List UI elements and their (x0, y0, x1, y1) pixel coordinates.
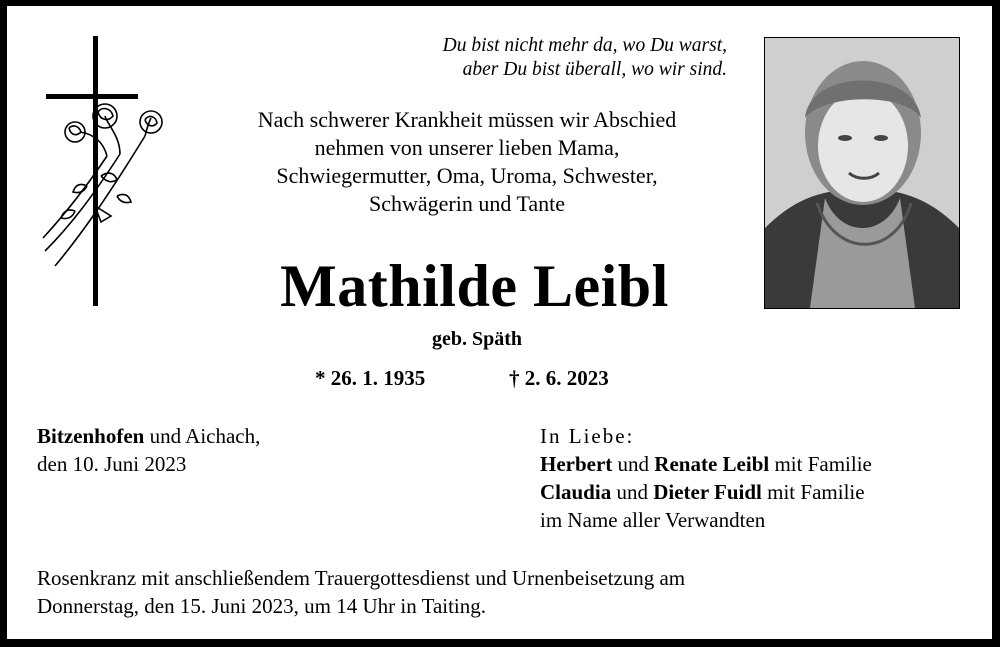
service-info (37, 564, 937, 620)
birth-date: * 26. 1. 1935 (315, 366, 426, 390)
cross-with-roses-icon (35, 36, 175, 316)
mourner-line: Herbert und Renate Leibl mit Familie (540, 452, 872, 476)
mourner-line: Claudia und Dieter Fuidl mit Familie (540, 480, 865, 504)
mourner-line: im Name aller Verwandten (540, 508, 766, 532)
portrait-photo (764, 37, 960, 309)
announcement-line: Schwiegermutter, Oma, Uroma, Schwester, (276, 163, 658, 188)
portrait-image (765, 38, 959, 308)
announcement-text (202, 106, 732, 218)
quote (387, 34, 727, 82)
date-line: den 10. Juni 2023 (37, 452, 187, 476)
quote-line-2: aber Du bist überall, wo wir sind. (462, 59, 727, 80)
obituary-card (7, 6, 992, 639)
service-line: Rosenkranz mit anschließendem Trauergottesdienst und Urnenbeisetzung am (37, 566, 686, 590)
announcement-line: Nach schwerer Krankheit müssen wir Abschied (257, 107, 677, 132)
mourners (540, 422, 872, 534)
maiden-name: geb. Späth (431, 328, 523, 350)
announcement-line: Schwägerin und Tante (368, 191, 565, 216)
death-date: † 2. 6. 2023 (509, 366, 609, 390)
service-line: Donnerstag, den 15. Juni 2023, um 14 Uhr in Taiting. (37, 594, 487, 618)
mourners-label: In Liebe: (540, 424, 635, 448)
place-rest: und Aichach, (149, 424, 261, 448)
place-primary: Bitzenhofen (37, 424, 145, 448)
place-line (37, 422, 260, 450)
quote-line-1: Du bist nicht mehr da, wo Du warst, (442, 35, 727, 56)
announcement-line: nehmen von unserer lieben Mama, (314, 135, 620, 160)
deceased-name: Mathilde Leibl (280, 253, 669, 319)
place-and-date (37, 422, 260, 478)
